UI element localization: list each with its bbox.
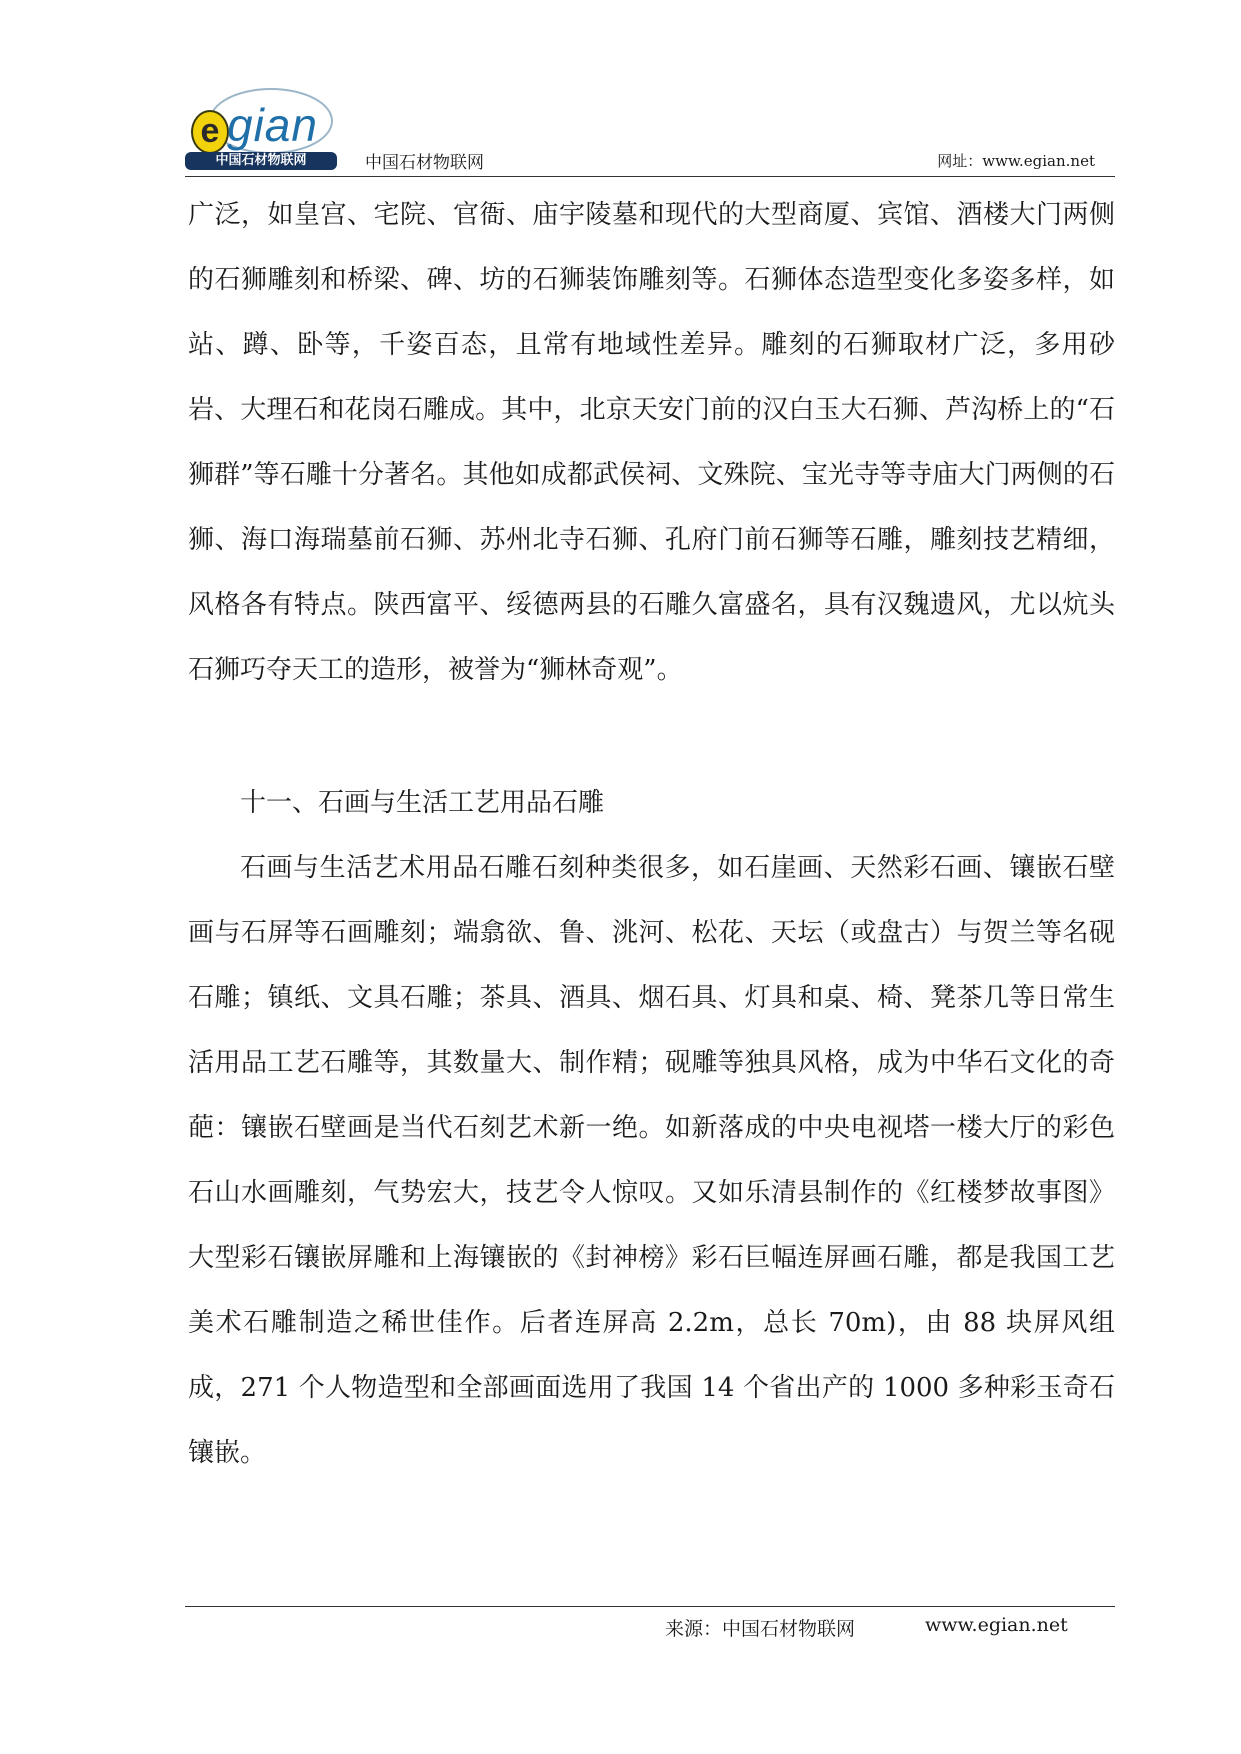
site-name: 中国石材物联网	[365, 153, 484, 173]
site-url: 网址：www.egian.net	[937, 152, 1095, 170]
logo-wordmark: gian	[227, 99, 318, 151]
section-heading: 十一、石画与生活工艺用品石雕	[240, 788, 605, 818]
logo-banner: 中国石材物联网	[185, 152, 337, 170]
page-header	[185, 80, 1115, 178]
egian-logo	[185, 88, 345, 173]
logo-letter-e: e	[191, 110, 229, 154]
footer-source: 来源：中国石材物联网	[665, 1618, 856, 1640]
document-body	[188, 183, 1115, 1486]
footer-url: www.egian.net	[925, 1614, 1068, 1636]
footer-divider	[185, 1606, 1115, 1607]
paragraph-gap	[188, 703, 1115, 771]
paragraph-lion-carvings: 广泛，如皇宫、宅院、官衙、庙宇陵墓和现代的大型商厦、宾馆、酒楼大门两侧的石狮雕刻和桥梁、碑、坊的石狮装饰雕刻等。石狮体态造型变化多姿多样，如站、蹲、卧等，千姿百态，且常有地域性差异。雕刻的石狮取材广泛，多用砂岩、大理石和花岗石雕成。其中，北京天安门前的汉白玉大石狮、芦沟桥上的“石狮群”等石雕十分著名。其他如成都武侯祠、文殊院、宝光寺等寺庙大门两侧的石狮、海口海瑞墓前石狮、苏州北寺石狮、孔府门前石狮等石雕，雕刻技艺精细，风格各有特点。陕西富平、绥德两县的石雕久富盛名，具有汉魏遗风，尤以炕头石狮巧夺天工的造形，被誉为“狮林奇观”。	[188, 200, 1115, 685]
header-divider	[185, 176, 1115, 177]
paragraph-stone-paintings: 石画与生活艺术用品石雕石刻种类很多，如石崖画、天然彩石画、镶嵌石壁画与石屏等石画雕刻；端翕欲、鲁、洮河、松花、天坛（或盘古）与贺兰等名砚石雕；镇纸、文具石雕；茶具、酒具、烟石具、灯具和桌、椅、凳茶几等日常生活用品工艺石雕等，其数量大、制作精；砚雕等独具风格，成为中华石文化的奇葩：镶嵌石壁画是当代石刻艺术新一绝。如新落成的中央电视塔一楼大厅的彩色石山水画雕刻，气势宏大，技艺令人惊叹。又如乐清县制作的《红楼梦故事图》大型彩石镶嵌屏雕和上海镶嵌的《封神榜》彩石巨幅连屏画石雕，都是我国工艺美术石雕制造之稀世佳作。后者连屏高 2.2m，总长 70m)，由 88 块屏风组成，271 个人物造型和全部画面选用了我国 14 个省出产的 1000 多种彩玉奇石镶嵌。	[188, 853, 1115, 1468]
